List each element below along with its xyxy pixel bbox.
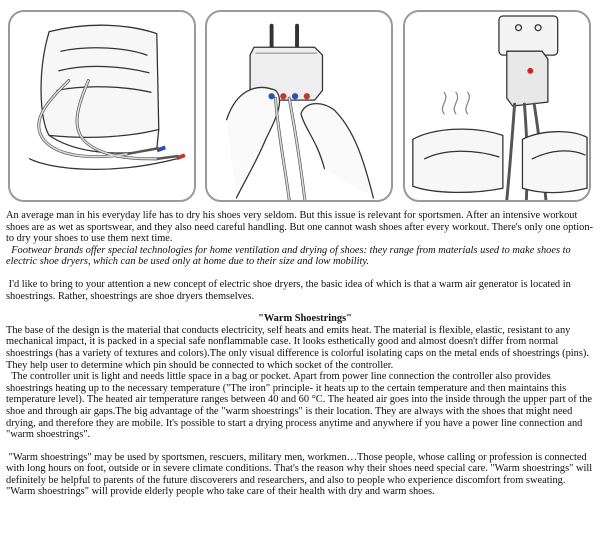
paragraph-footwear-brands: Footwear brands offer special technologies for home ventilation and drying of shoes: they range from materials used to make shoes to electric shoe dryers, which can be used only at home due to their size and low mobility. — [6, 244, 571, 268]
illustration-shoes-drying — [403, 10, 591, 202]
paragraph-controller: The controller unit is light and needs little space in a bag or pocket. Apart from power line connection the controller also provides shoestrings heating up to the necessary temperature ("The iron" principle- it heats up to the certain temperature and then maintains this temperature level). The heated air temperature ranges between 40 and 60 °C. The heated air goes into the inside through the upper part of the shoe and through air gaps.The big advantage of the "warm shoestrings" is their location. They are always with the shoes that might need drying, and therefore they are mobile. It's possible to start a drying process anytime and anywhere if you have a power line connection and "warm shoestrings". — [6, 371, 593, 441]
section-heading: "Warm Shoestrings" — [258, 313, 352, 325]
shoes-drying-drawing — [405, 12, 589, 200]
red-socket — [280, 93, 286, 99]
article-text — [6, 210, 596, 498]
blue-socket — [268, 93, 274, 99]
illustration-plug-controller — [205, 10, 393, 202]
paragraph-concept: I'd like to bring to your attention a new concept of electric shoe dryers, the basic idea of which is that a warm air generator is located in shoestrings. Rather, shoestrings are shoe dryers themselves. — [6, 278, 571, 302]
illustration-row — [0, 0, 600, 206]
paragraph-users: "Warm shoestrings" may be used by sportsmen, rescuers, military men, workmen…Those people, whose calling or profession is connected with long hours on foot, outside or in severe climate conditions. That's the reason why their shoes need special care. "Warm shoestrings" will definitely be helpful to parents of the future discoverers and researchers, and also to people who experience discomfort from sweating. "Warm shoestrings" will provide elderly people who take care of their health with dry and warm shoes. — [6, 451, 593, 498]
paragraph-material: The base of the design is the material that conducts electricity, self heats and emits heat. The material is flexible, elastic, resistant to any mechanical impact, it is packed in a special safe nonflammable case. It looks esthetically good and almost doesn't differ from normal shoestrings (has a variety of textures and colors).The only visual difference is colorful isolating caps on the metal ends of shoestrings (pins). They help user to determine which pin should be connected to which socket of the controller. — [6, 324, 589, 371]
indicator-led — [527, 68, 533, 74]
blue-socket-2 — [292, 93, 298, 99]
shoe-laces-drawing — [10, 12, 194, 200]
plug-controller-drawing — [207, 12, 391, 200]
illustration-shoe-laces — [8, 10, 196, 202]
paragraph-intro: An average man in his everyday life has to dry his shoes very seldom. But this issue is relevant for sportsmen. After an intensive workout shoes are as wet as sportswear, and they also need careful handling. But one cannot wash shoes after every workout. There's only one option- to dry your shoes to use them next time. — [6, 210, 594, 245]
red-socket-2 — [304, 93, 310, 99]
